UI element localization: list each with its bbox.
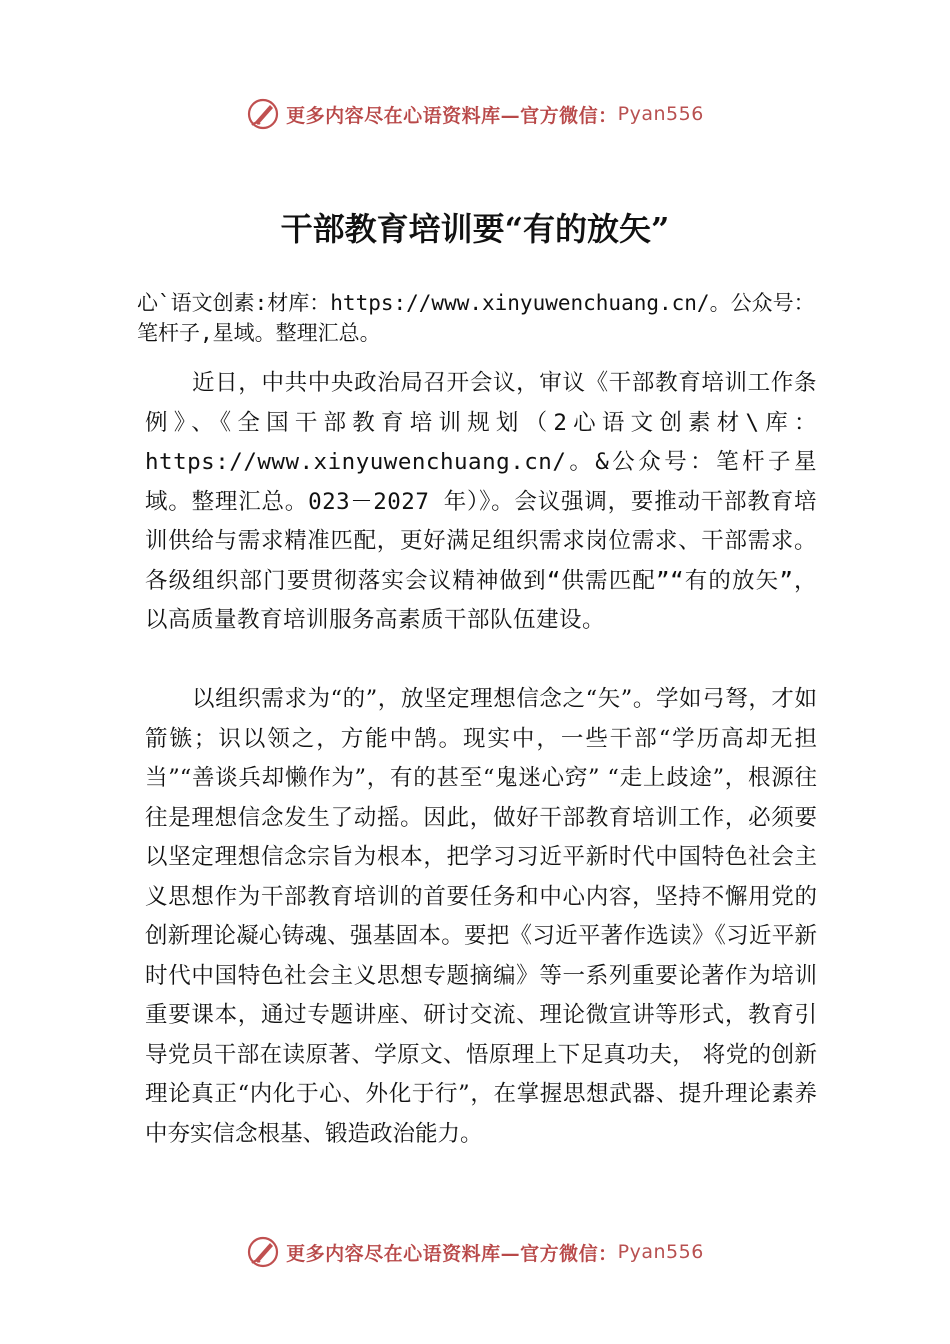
footer-wechat-id: Pyan556 — [617, 1241, 704, 1263]
banner-text: 更多内容尽在心语资料库—官方微信： — [286, 104, 618, 127]
source-line: 心`语文创素:材库：https://www.xinyuwenchuang.cn/。公众号：笔杆子,星域。整理汇总。 — [137, 291, 815, 345]
paragraph-2: 以组织需求为“的”，放坚定理想信念之“矢”。学如弓弩，才如箭镞；识以领之，方能中鹄。现实中，一些干部“学历高却无担当”“善谈兵却懒作为”，有的甚至“鬼迷心窍” “走上歧途”，根源往往是理想信念发生了动摇。因此，做好干部教育培训工作，必须要以坚定理想信念宗旨为根本，把学习习近平新时代中国特色社会主义思想作为干部教育培训的首要任务和中心内容，坚持不懈用党的创新理论凝心铸魂、强基固本。要把《习近平著作选读》《习近平新时代中国特色社会主义思想专题摘编》等一系列重要论著作为培训重要课本，通过专题讲座、研讨交流、理论微宣讲等形式，教育引导党员干部在读原著、学原文、悟原理上下足真功夫， 将党的创新理论真正“内化于心、外化于行”，在掌握思想武器、提升理论素养中夯实信念根基、锻造政治能力。 — [145, 686, 817, 1147]
paragraph-1: 近日，中共中央政治局召开会议，审议《干部教育培训工作条例》、《全国干部教育培训规划（2心语文创素材\库：https://www.xinyuwenchuang.cn/。&公众号：笔杆子星域。整理汇总。023－2027 年）》。会议强调，要推动干部教育培训供给与需求精准匹配，更好满足组织需求岗位需求、干部需求。各级组织部门要贯彻落实会议精神做到“供需匹配”“有的放矢”，以高质量教育培训服务高素质干部队伍建设。 — [145, 370, 817, 633]
pen-circle-logo-icon — [246, 97, 280, 131]
header-banner — [0, 94, 950, 134]
footer-banner — [0, 1232, 950, 1272]
pen-circle-logo-icon — [246, 1235, 280, 1269]
wechat-id: Pyan556 — [617, 103, 704, 125]
page-title: 干部教育培训要“有的放矢” — [280, 210, 670, 248]
footer-banner-text: 更多内容尽在心语资料库—官方微信： — [286, 1242, 618, 1265]
